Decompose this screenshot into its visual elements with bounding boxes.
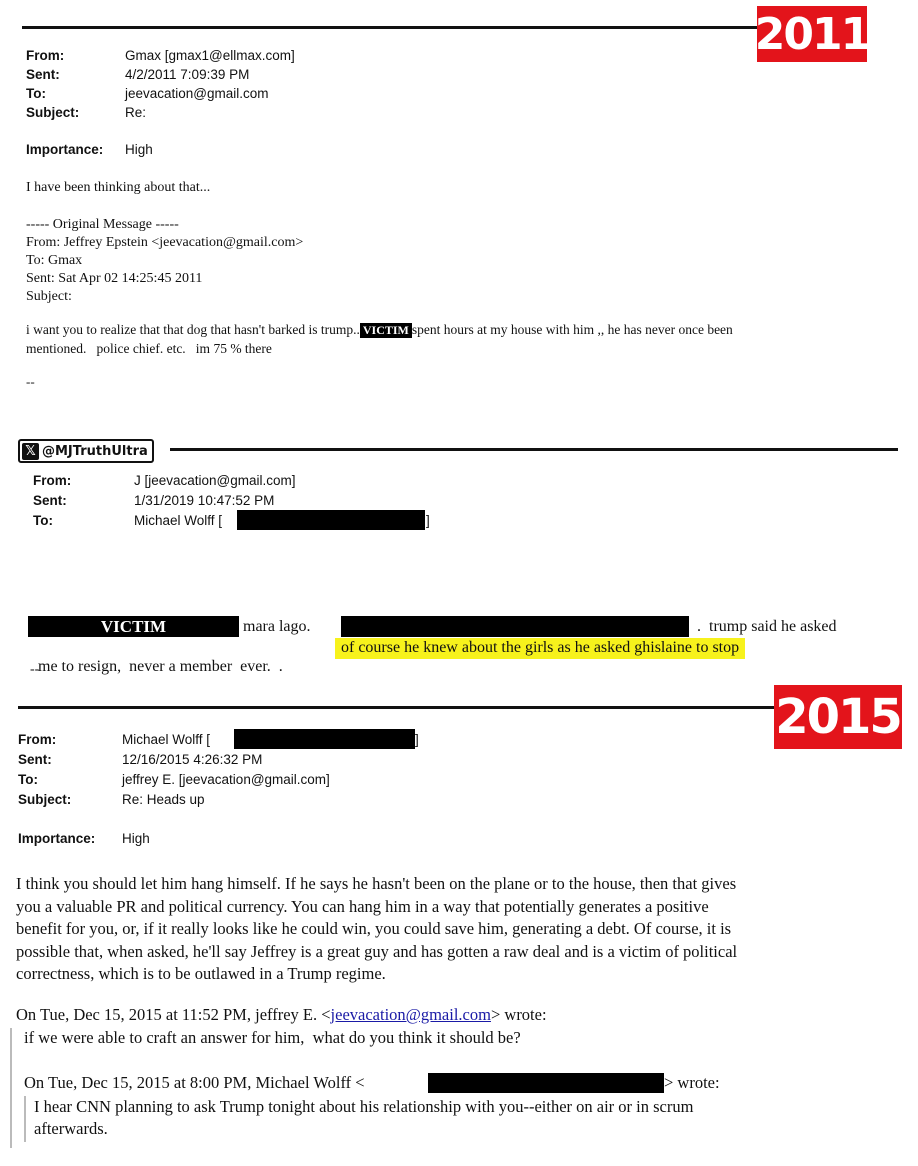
original-sent: Sent: Sat Apr 02 14:25:45 2011 [26,271,203,286]
redaction-box [428,1073,664,1093]
sent-value: 1/31/2019 10:47:52 PM [134,493,275,508]
quote-bar [10,1028,12,1148]
victim-redaction [28,616,239,637]
email3-body [16,873,737,986]
original-subject: Subject: [26,289,72,304]
top-rule [22,26,772,29]
sent-label: Sent: [33,493,67,508]
mid-rule [170,448,898,451]
quote2-suffix: > wrote: [664,1073,720,1092]
year-badge-2011: 2011 [757,6,867,62]
redaction-box [237,510,425,530]
original-message-block [26,216,303,306]
from-label: From: [33,473,72,488]
to-value: jeevacation@gmail.com [125,86,269,101]
quote2-header: On Tue, Dec 15, 2015 at 8:00 PM, Michael Wolff < [24,1073,365,1092]
sent-value: 4/2/2011 7:09:39 PM [125,67,250,82]
watermark-handle: @MJTruthUltra [42,443,148,459]
sent-label: Sent: [18,752,52,767]
bottom-rule [18,706,778,709]
original-divider: ----- Original Message ----- [26,217,179,232]
year-badge-2015: 2015 [774,685,902,749]
importance-value: High [122,831,150,846]
from-value: Gmax [gmax1@ellmax.com] [125,48,295,63]
original-to: To: Gmax [26,253,83,268]
importance-label: Importance: [26,142,104,157]
email1-reply: I have been thinking about that... [26,180,211,195]
subject-label: Subject: [18,792,72,807]
from-value-prefix: Michael Wolff [ [122,732,211,747]
body-line: I think you should let him hang himself. If he says he hasn't been on the plane or to the house, then that gives [16,874,737,893]
subject-label: Subject: [26,105,80,120]
email2-line2 [30,640,283,676]
body-line: possible that, when asked, he'll say Jeffrey is a great guy and has gotten a raw deal and is a victim of political [16,941,738,961]
to-value-suffix: ] [426,513,430,528]
email1-body-line1: i want you to realize that that dog that hasn't barked is trump.. VICTIM spent hours at my house with him ,, he has never once been [26,322,733,337]
x-logo-icon: 𝕏 [22,443,39,460]
highlighted-text: of course he knew about the girls as he asked ghislaine to stop [335,638,745,659]
redaction-box [341,616,689,637]
from-label: From: [26,48,65,63]
quote2-body: I hear CNN planning to ask Trump tonight about his relationship with you--either on air or in scrum afterwards. [34,1097,694,1138]
body-line: you a valuable PR and political currency. You can hang him in a way that potentially generates a positive [16,896,709,916]
importance-value: High [125,142,153,157]
quote1-header: On Tue, Dec 15, 2015 at 11:52 PM, jeffrey E. <jeevacation@gmail.com> wrote: [16,1005,547,1024]
from-value-suffix: ] [415,732,419,747]
from-value: J [jeevacation@gmail.com] [134,473,296,488]
sent-label: Sent: [26,67,60,82]
from-label: From: [18,732,57,747]
email1-signature: -- [26,374,35,389]
to-value-prefix: Michael Wolff [ [134,513,223,528]
to-label: To: [33,513,53,528]
sent-value: 12/16/2015 4:26:32 PM [122,752,263,767]
redaction-box [234,729,415,749]
email2-text1: mara lago. [243,618,311,635]
quote1-body: if we were able to craft an answer for him, what do you think it should be? [24,1028,521,1047]
quote-bar [24,1096,26,1142]
body-line: correctness, which is to be outlawed in a Trump regime. [16,964,386,983]
email2-signature: -- [30,662,40,677]
email2-text3: me to resign, never a member ever. . [38,658,283,675]
email1-body-line2: mentioned. police chief. etc. im 75 % there [26,341,272,356]
watermark-tag [18,439,154,463]
email-link[interactable]: jeevacation@gmail.com [330,1005,491,1024]
to-label: To: [26,86,46,101]
email1-body [26,320,896,358]
victim-tag: VICTIM [360,323,412,338]
original-from: From: Jeffrey Epstein <jeevacation@gmail.com> [26,235,304,250]
body-line: benefit for you, or, if it really looks like he could win, you could save him, generating a debt. Of course, it is [16,919,732,938]
subject-value: Re: Heads up [122,792,205,807]
victim-label: VICTIM [100,616,167,636]
to-value: jeffrey E. [jeevacation@gmail.com] [122,772,330,787]
subject-value: Re: [125,105,147,120]
to-label: To: [18,772,38,787]
email2-text2: . trump said he asked [697,618,837,635]
importance-label: Importance: [18,831,96,846]
